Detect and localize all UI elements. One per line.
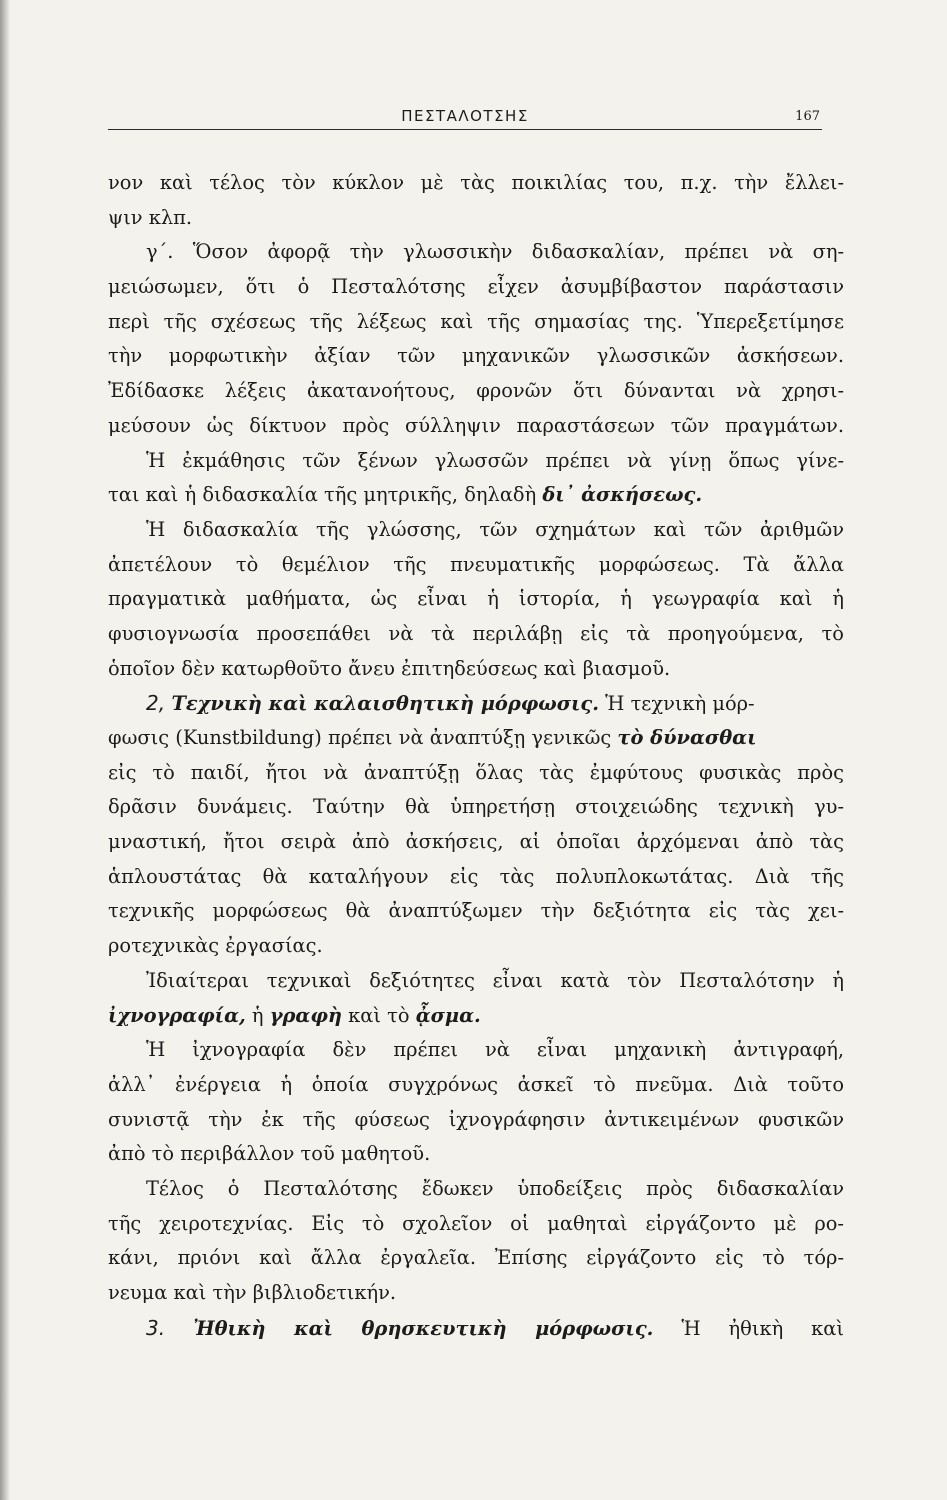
- text-line: ψιν κλπ.: [108, 205, 193, 229]
- text-line: μεύσουν ὡς δίκτυον πρὸς σύλληψιν παραστάσεων τῶν πραγμάτων.: [108, 413, 844, 437]
- text-line: ἀλλ᾽ ἐνέργεια ἡ ὁποία συγχρόνως ἀσκεῖ τὸ πνεῦμα. Διὰ τοῦτο: [108, 1072, 844, 1096]
- text-line: ἀπὸ τὸ περιβάλλον τοῦ μαθητοῦ.: [108, 1142, 431, 1166]
- emphasis-text: γραφὴ: [269, 1003, 342, 1027]
- section-heading-line: 2, Τεχνικὴ καὶ καλαισθητικὴ μόρφωσις. Ἡ τεχνικὴ μόρ-: [146, 691, 755, 716]
- text-line: Ἡ ἰχνογραφία δὲν πρέπει νὰ εἶναι μηχανικὴ ἀντιγραφή,: [146, 1038, 844, 1062]
- text-line: γ΄. Ὅσον ἀφορᾷ τὴν γλωσσικὴν διδασκαλίαν, πρέπει νὰ ση-: [146, 240, 844, 264]
- text-line: ται καὶ ἡ διδασκαλία τῆς μητρικῆς, δηλαδὴ δι᾽ ἀσκήσεως.: [108, 483, 703, 507]
- section-number: 3.: [146, 1315, 194, 1340]
- text-line: ἀπετέλουν τὸ θεμέλιον τῆς πνευματικῆς μορφώσεως. Τὰ ἄλλα: [108, 552, 844, 576]
- text-line: ἁπλουστάτας θὰ καταλήγουν εἰς τὰς πολυπλοκωτάτας. Διὰ τῆς: [108, 864, 844, 888]
- text-line: νον καὶ τέλος τὸν κύκλον μὲ τὰς ποικιλίας του, π.χ. τὴν ἔλλει-: [108, 171, 844, 194]
- text-line: ἰχνογραφία, ἡ γραφὴ καὶ τὸ ᾆσμα.: [108, 1003, 481, 1027]
- text-line: τὴν μορφωτικὴν ἀξίαν τῶν μηχανικῶν γλωσσικῶν ἀσκήσεων.: [108, 344, 844, 368]
- text-line: κάνι, πριόνι καὶ ἄλλα ἐργαλεῖα. Ἐπίσης εἰργάζοντο εἰς τὸ τόρ-: [108, 1246, 844, 1270]
- text-line: τῆς χειροτεχνίας. Εἰς τὸ σχολεῖον οἱ μαθηταὶ εἰργάζοντο μὲ ρο-: [108, 1211, 844, 1235]
- text-line: ροτεχνικὰς ἐργασίας.: [108, 934, 323, 958]
- text-line: Τέλος ὁ Πεσταλότσης ἔδωκεν ὑποδείξεις πρὸς διδασκαλίαν: [146, 1176, 844, 1200]
- text-line: νευμα καὶ τὴν βιβλιοδετικήν.: [108, 1281, 397, 1304]
- section-number: 2,: [146, 691, 172, 716]
- text-line: Ἐδίδασκε λέξεις ἀκατανοήτους, φρονῶν ὅτι δύνανται νὰ χρησι-: [108, 379, 844, 403]
- text-line: φωσις (Kunstbildung) πρέπει νὰ ἀναπτύξῃ γενικῶς τὸ δύνασθαι: [108, 726, 757, 749]
- text-line: μειώσωμεν, ὅτι ὁ Πεσταλότσης εἶχεν ἀσυμβίβαστον παράστασιν: [108, 275, 844, 299]
- text-line: Ἡ ἐκμάθησις τῶν ξένων γλωσσῶν πρέπει νὰ γίνῃ ὅπως γίνε-: [146, 448, 844, 472]
- text-line: περὶ τῆς σχέσεως τῆς λέξεως καὶ τῆς σημασίας της. Ὑπερεξετίμησε: [108, 309, 844, 333]
- text-line: Ἰδιαίτεραι τεχνικαὶ δεξιότητες εἶναι κατὰ τὸν Πεσταλότσην ἡ: [146, 968, 844, 992]
- text-line: τεχνικῆς μορφώσεως θὰ ἀναπτύξωμεν τὴν δεξιότητα εἰς τὰς χει-: [108, 899, 844, 923]
- emphasis-text: ἰχνογραφία,: [108, 1003, 246, 1027]
- emphasis-text: ᾆσμα.: [415, 1003, 481, 1027]
- text-line: δρᾶσιν δυνάμεις. Ταύτην θὰ ὑπηρετήσῃ στοιχειώδης τεχνικὴ γυ-: [108, 795, 844, 819]
- text-line: Ἡ διδασκαλία τῆς γλώσσης, τῶν σχημάτων καὶ τῶν ἀριθμῶν: [146, 517, 844, 541]
- running-title: ΠΕΣΤΑΛΟΤΣΗΣ: [401, 107, 529, 125]
- emphasis-text: δι᾽ ἀσκήσεως.: [542, 483, 703, 507]
- emphasis-text: τὸ δύνασθαι: [617, 726, 757, 749]
- text-line: ὁποῖον δὲν κατωρθοῦτο ἄνευ ἐπιτηδεύσεως καὶ βιασμοῦ.: [108, 656, 671, 680]
- section-heading-line: 3. Ἠθικὴ καὶ θρησκευτικὴ μόρφωσις. Ἡ ἠθικὴ καὶ: [146, 1315, 844, 1340]
- book-spine-shadow: [0, 0, 10, 1500]
- page-number: 167: [795, 109, 820, 124]
- text-line: φυσιογνωσία προσεπάθει νὰ τὰ περιλάβῃ εἰς τὰ προηγούμενα, τὸ: [108, 621, 844, 645]
- text-line: εἰς τὸ παιδί, ἤτοι νὰ ἀναπτύξῃ ὅλας τὰς ἐμφύτους φυσικὰς πρὸς: [108, 760, 844, 784]
- text-line: πραγματικὰ μαθήματα, ὡς εἶναι ἡ ἱστορία, ἡ γεωγραφία καὶ ἡ: [108, 587, 844, 611]
- page-header: [108, 103, 822, 130]
- section-heading: Τεχνικὴ καὶ καλαισθητικὴ μόρφωσις.: [171, 692, 599, 716]
- text-line: μναστική, ἤτοι σειρὰ ἀπὸ ἀσκήσεις, αἱ ὁποῖαι ἀρχόμεναι ἀπὸ τὰς: [108, 830, 844, 854]
- body-text: [108, 166, 844, 1345]
- text-line: συνιστᾷ τὴν ἐκ τῆς φύσεως ἰχνογράφησιν ἀντικειμένων φυσικῶν: [108, 1107, 844, 1131]
- section-heading: Ἠθικὴ καὶ θρησκευτικὴ μόρφωσις.: [193, 1316, 654, 1340]
